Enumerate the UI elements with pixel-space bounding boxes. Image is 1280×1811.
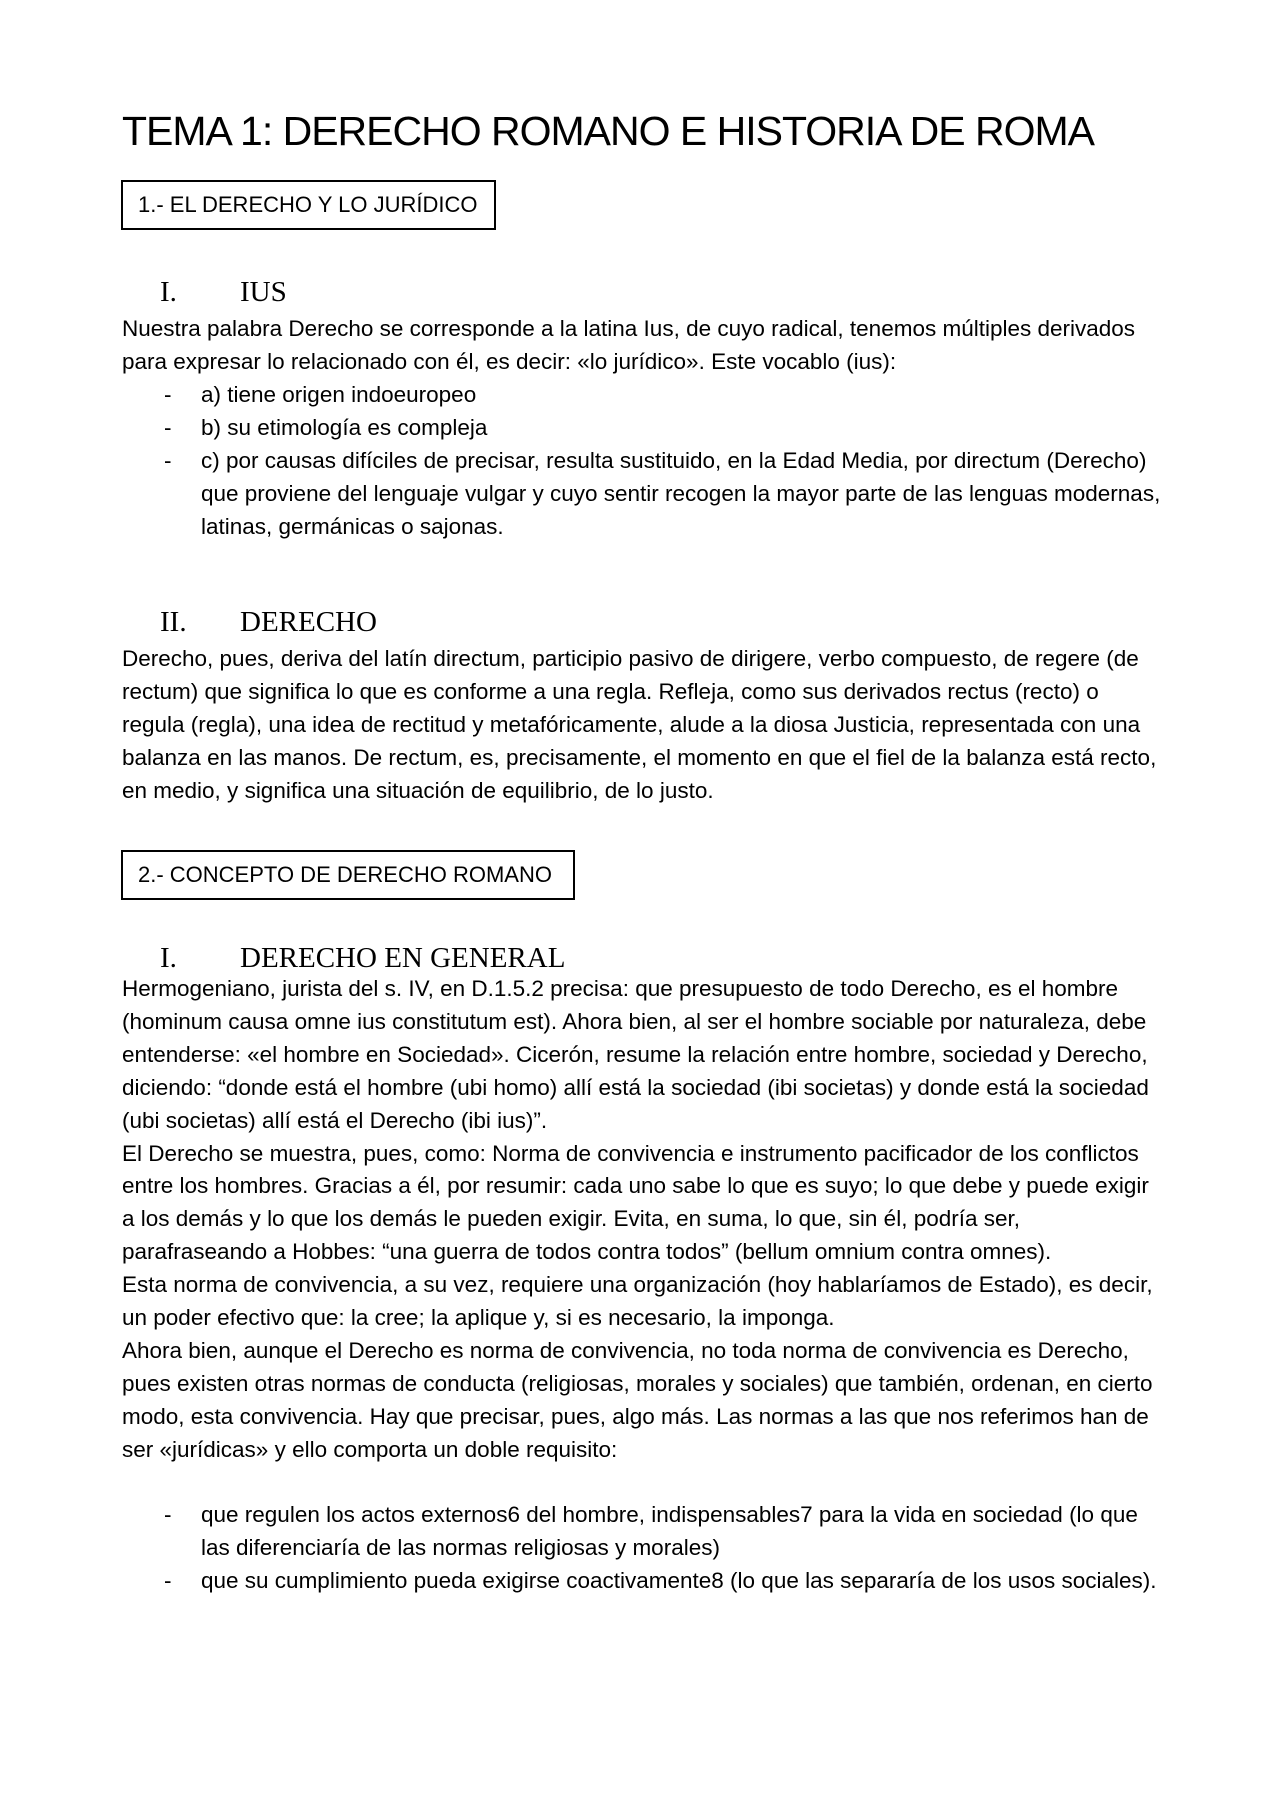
list-item: - que su cumplimiento pueda exigirse coactivamente8 (lo que las separaría de los usos sociales). xyxy=(122,1565,1172,1598)
paragraph: Hermogeniano, jurista del s. IV, en D.1.5.2 precisa: que presupuesto de todo Derecho, es el hombre (hominum causa omne ius constitutum est). Ahora bien, al ser el hombre sociable por naturaleza, debe entenderse: «el hombre en Sociedad». Cicerón, resume la relación entre hombre, sociedad y Derecho, diciendo: “donde está el hombre (ubi homo) allí está la sociedad (ibi societas) y donde está la sociedad (ubi societas) allí está el Derecho (ibi ius)”. xyxy=(122,976,1149,1133)
paragraph: Esta norma de convivencia, a su vez, requiere una organización (hoy hablaríamos de Estado), es decir, un poder efectivo que: la cree; la aplique y, si es necesario, la imponga. xyxy=(122,1272,1153,1331)
body-text-block xyxy=(122,973,1167,1467)
page-title: TEMA 1: DERECHO ROMANO E HISTORIA DE ROMA xyxy=(122,108,1095,154)
bullet-dash: - xyxy=(164,447,172,473)
bullet-dash: - xyxy=(164,1567,172,1593)
heading-text: DERECHO EN GENERAL xyxy=(240,942,566,974)
list-item: - a) tiene origen indoeuropeo xyxy=(122,379,1172,412)
bullet-list xyxy=(122,1499,1172,1598)
paragraph: Nuestra palabra Derecho se corresponde a la latina Ius, de cuyo radical, tenemos múltiples derivados para expresar lo relacionado con él, es decir: «lo jurídico». Este vocablo (ius): xyxy=(122,316,1136,374)
section-box-1: 1.- EL DERECHO Y LO JURÍDICO xyxy=(121,180,496,230)
bullet-dash: - xyxy=(164,1502,172,1527)
heading-numeral: I. xyxy=(160,276,177,308)
paragraph: El Derecho se muestra, pues, como: Norma de convivencia e instrumento pacificador de los conflictos entre los hombres. Gracias a él, por resumir: cada uno sabe lo que es suyo; lo que debe y puede exigir a los demás y lo que los demás le pueden exigir. Evita, en suma, lo que, sin él, podría ser, parafraseando a Hobbes: “una guerra de todos contra todos” (bellum omnium contra omnes). xyxy=(122,1140,1149,1265)
paragraph: Derecho, pues, deriva del latín directum, participio pasivo de dirigere, verbo compuesto, de regere (de rectum) que significa lo que es conforme a una regla. Refleja, como sus derivados rectus (recto) o regula (regla), una idea de rectitud y metafóricamente, alude a la diosa Justicia, representada con una balanza en las manos. De rectum, es, precisamente, el momento en que el fiel de la balanza está recto, en medio, y significa una situación de equilibrio, de lo justo. xyxy=(122,646,1157,803)
heading-numeral: I. xyxy=(160,942,177,974)
section-box-2: 2.- CONCEPTO DE DERECHO ROMANO xyxy=(121,850,575,900)
heading-numeral: II. xyxy=(160,606,187,638)
heading-text: IUS xyxy=(240,276,287,308)
bullet-dash: - xyxy=(164,414,172,440)
list-item: - b) su etimología es compleja xyxy=(122,412,1172,445)
subsection-heading-derecho-en-general xyxy=(160,942,565,975)
bullet-list xyxy=(122,379,1172,544)
list-item: - c) por causas difíciles de precisar, resulta sustituido, en la Edad Media, por directum (Derecho) que proviene del lenguaje vulgar y cuyo sentir recogen la mayor parte de las lenguas modernas, latinas, germánicas o sajonas. xyxy=(122,445,1172,544)
bullet-dash: - xyxy=(164,382,172,407)
subsection-heading-derecho xyxy=(160,606,377,639)
heading-text: DERECHO xyxy=(240,606,377,638)
list-item: - que regulen los actos externos6 del hombre, indispensables7 para la vida en sociedad (lo que las diferenciaría de las normas religiosas y morales) xyxy=(122,1499,1172,1565)
paragraph: Ahora bien, aunque el Derecho es norma de convivencia, no toda norma de convivencia es Derecho, pues existen otras normas de conducta (religiosas, morales y sociales) que también, ordenan, en cierto modo, esta convivencia. Hay que precisar, pues, algo más. Las normas a las que nos referimos han de ser «jurídicas» y ello comporta un doble requisito: xyxy=(122,1337,1153,1462)
subsection-heading-ius xyxy=(160,276,287,309)
